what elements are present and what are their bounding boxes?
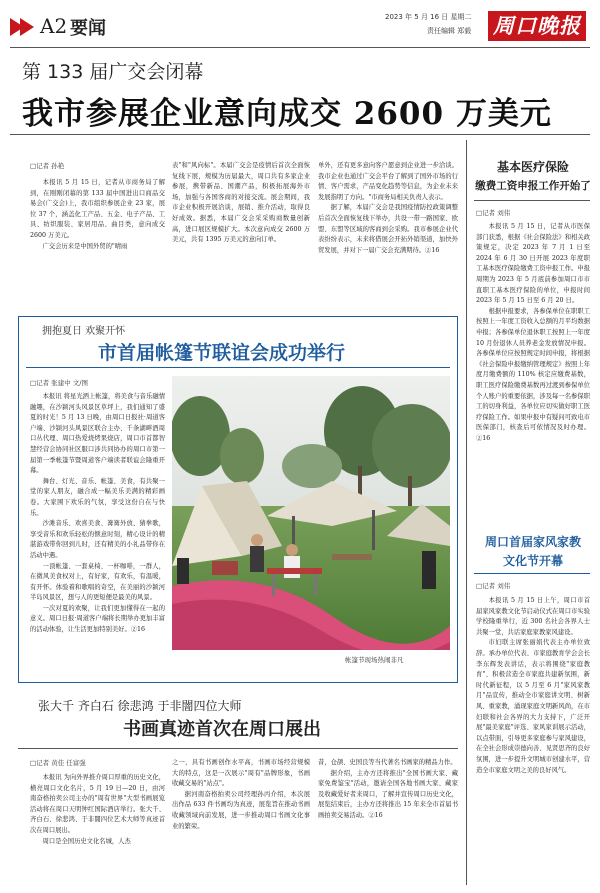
right2-headline-2: 文化节开幕: [502, 554, 563, 568]
story2-byline: □记者 张建中 文/图: [30, 379, 88, 387]
right2-byline: □记者 刘伟: [476, 582, 511, 590]
right2-headline-1: 周口首届家风家教: [484, 535, 581, 549]
story1-col1-para: 广交会历来是中国外贸的"晴雨: [42, 242, 128, 250]
story2-body: [30, 392, 165, 667]
story1-byline: □记者 孙艳: [30, 162, 65, 170]
header-rule: [10, 47, 590, 48]
story1-column-3: [318, 161, 458, 289]
right2-para: 本报讯 5 月 15 日上午，周口市首届家风家教文化节启动仪式在周口市实验学校隆重举行，近 300 名社会各界人士共聚一堂，共话家庭家教家风建设。: [476, 597, 590, 636]
page-header: [0, 0, 600, 50]
story2-kicker: 拥抱夏日 欢聚开怀: [42, 326, 126, 337]
story2-para: 舞台、灯光、音乐、帐篷、美食，有共聚一堂的家人朋友，融合成一幅美乐美满的精彩画卷。大家围下欢乐的气氛，享受这份自在与快乐。: [30, 477, 165, 517]
story3-column-2: [172, 758, 310, 885]
story3-col1-para: 周口是全国历史文化名城，人杰: [42, 837, 131, 845]
story3-byline: □记者 黄佳 任富强: [30, 759, 86, 767]
tent-festival-photo: [172, 376, 450, 650]
story1-column-1: [30, 178, 165, 290]
section-marker-2: [20, 18, 34, 36]
column-rule: [466, 140, 467, 885]
story3-col2-para: 据河南奋格拍卖公司经理孙丙介绍，本次展出作品 633 件书画均为真迹，展览旨在推动书画收藏领域向前发展，进一步推动周口书画文化事业的繁荣。: [172, 790, 310, 830]
story2-para: 沙滩音乐、欢喜美食、篝篝外放、猜拳歌，享受音乐和欢乐轻松的惬意时刻，精心设计的精湛游戏带你回到儿时，还有精美的小礼品带你在活动中遇。: [30, 520, 165, 559]
right2-rule: [474, 573, 590, 574]
story3-col2-para: 之一，具有书画创作水平高，书画市场经营规模大的特点，这是一次展示"周有"品牌形象，书画收藏交易的"站点"。: [172, 759, 310, 788]
right1-body: [476, 222, 590, 520]
story3-col1-para: 本报讯 为向外界推介周口厚重的历史文化，横亮周口文化名片，5 月 19 日—20 日，由河南奋格拍卖公司主办的"周有世界"大型书画展览活动将在周口天明钟红国际酒店举行。张大千、齐白石、徐悲鸿、于非闇四位艺术大师等真迹首次在周口展出。: [30, 774, 165, 834]
section-name: 要闻: [70, 18, 106, 39]
story1-col3-para: 据了解，本届广交会是我国疫情防控政策调整后首次全面恢复线下举办，共设一带一路国家、欧盟、东盟等区域的客商到会采购。我市参展企业代表纷纷表示，未来将借展会开拓外销渠道，加快外贸发展，并对下一届广交会充满期待。②16: [318, 204, 458, 254]
story2-para: 一次对夏的欢聚，让我们更加懂得在一起的意义。周口日报·周道客户端将长期举办更加丰富的活动体验，让生活更加特别美好。②16: [30, 604, 165, 634]
story3-column-1: [30, 773, 165, 885]
story2-para: 一顶帐篷、一套桌椅、一杯咖啡，一群人，在微风美食权对上，有好家，有欢乐，有温暖，有开怀。体验着和歌唱的奇空，在美丽的沙颍河半岛风景区，想与人的更短便是最美的风景。: [30, 562, 165, 602]
story1-headline: 我市参展企业意向成交 2600 万美元: [22, 96, 552, 132]
right1-headline-2: 缴费工资申报工作开始了: [475, 180, 591, 192]
story3-col3-para: 昔，仓颉、史国良等当代著名书画家的精品力作。: [318, 759, 457, 766]
right1-rule: [474, 200, 590, 201]
right2-para: 市妇联主席张丽娟代表主办单位致辞。承办单位代表、市家庭教育学会会长李东辉发表讲话，表示将围绕"家庭教育"、积极营造全市家庭共建新氛围，新时代新征程，以 5 月至 6 月"家风家教月"品宣传，推动全市家庭讲文明、树新风、重家教，涌现家庭文明新风尚，在市妇联和社会各界的大力支持下，广泛开展"最美家庭"评选、家风家训展示活动，以点带面，引导更多家庭参与家风建设，在全社会形成崇德向善、见贤思齐的良好氛围，进一步提升文明城市创建水平，营造全市家庭文明之美的良好风气。: [476, 639, 590, 774]
right1-byline: □记者 刘伟: [476, 209, 511, 217]
masthead-text: 周口晚报: [493, 13, 581, 38]
story3-kicker: 张大千 齐白石 徐悲鸿 于非闇四位大师: [38, 699, 242, 713]
story1-column-2: [172, 161, 310, 289]
right2-body: [476, 596, 590, 885]
story3-col3-para: 据介绍，主办方还将推出"全国书画大家、藏家免费鉴宝"活动，邀请全国各地书画大家、藏家及收藏爱好者来周口，了解并宣传周口历史文化，展览结束后，主办方还将推出 15 年来全市首届书画拍卖交易活动。②16: [318, 769, 458, 819]
story1-rule: [10, 134, 590, 135]
editor-line: 责任编辑 郑毅: [427, 27, 472, 35]
story3-column-3: [318, 758, 458, 885]
issue-date: 2023 年 5 月 16 日 星期二: [385, 13, 472, 21]
photo-caption: 帐篷节现场热闹非凡: [345, 656, 404, 664]
story1-col1-para: 本报讯 5 月 15 日，记者从市商务局了解到，在刚刚闭幕的第 133 届中国进出口商品交易会(广交会)上，我市组织参展企业 23 家，展位 37 个，涵盖化工产品、五金、电子产品、工具、纺织服装、家居用品、曲目类，意向成交 2600 万美元。: [30, 179, 165, 239]
story3-rule: [18, 748, 458, 749]
story1-kicker: 第 133 届广交会闭幕: [22, 61, 204, 83]
story2-rule: [26, 367, 450, 368]
story3-headline: 书画真迹首次在周口展出: [123, 719, 321, 740]
story2-para: 本报讯 将星光洒上帐篷，将美食与音乐融情融趣，在沙颍河头风景区草坪上，我们通知了盛夏的时光！5 月 13 日晚，由周口日报社·周道客户端、沙颍河头风景区联合主办、千条湖畔酒周口丛代理、周口热爱烧烤果烧店，周口市首都智慧经营会协同社区服口涉共同协办的周口市第一届第一季帐篷节暨周道客户端读者联谊会隆重开幕。: [30, 393, 165, 475]
right1-para: 根据申报要求，各参保单位在职职工按照上一年度工资收入总额的月平均数据申报；各参保单位退休职工按照上一年度 10 月份退休人员养老金发放情况申报。各参保单位应按照规定时间申报，将根据《社会保险申报缴纳管理规定》按照上年度月缴费额的 110% 核定应缴费基数，职工医疗保险缴费基数再过渡到参保单位个人账户的重要依据，涉及每一名参保职工的切身利益，各单位应切实做好职工医疗保险工作。如果申报中有疑问可致电市医保部门，核查后可依情况及时办理。②16: [476, 307, 590, 442]
story2-headline: 市首届帐篷节联谊会成功举行: [98, 342, 346, 364]
story1-col3-para: 单外，还有更多意向客户愿意到企业进一步洽谈。我市企业也通过广交会平台了解到了国外市场的行情、客户需求，产品变化趋势等信息，为企业未来发展指明了方向。"市商务局相关负责人表示。: [318, 162, 458, 201]
right1-headline-1: 基本医疗保险: [496, 160, 569, 174]
right1-para: 本报讯 5 月 15 日，记者从市医保部门获悉，根据《社会保险法》和相关政策规定，决定 2023 年 7 月 1 日至 2024 年 6 月 30 日开展 2023 年度职工基本医疗保险缴费工资申报工作。申报周期为 2023 年 5 月底前参加周口市市直职工基本医疗保险的单位，申报时间 2023 年 5 月 15 日至 6 月 20 日。: [476, 223, 590, 305]
masthead-logo: [488, 11, 586, 41]
story1-col2-para: 表"和"风向标"。本届广交会是疫情后首次全面恢复线下展，规模为历届最大，周口共有多家企业参展，携带新品、国潮产品，积极拓展海外市场，加强与各国客商的对接交流。展会期间，我市企业积极开展洽谈，展销、推介活动，取得良好成效。据悉，本届广交会采采购商数量创新高，进口展区规模扩大。本次意向成交 2600 万美元，共有 1395 万美元的意向订单。: [172, 162, 310, 244]
page-number: A2: [40, 14, 68, 38]
